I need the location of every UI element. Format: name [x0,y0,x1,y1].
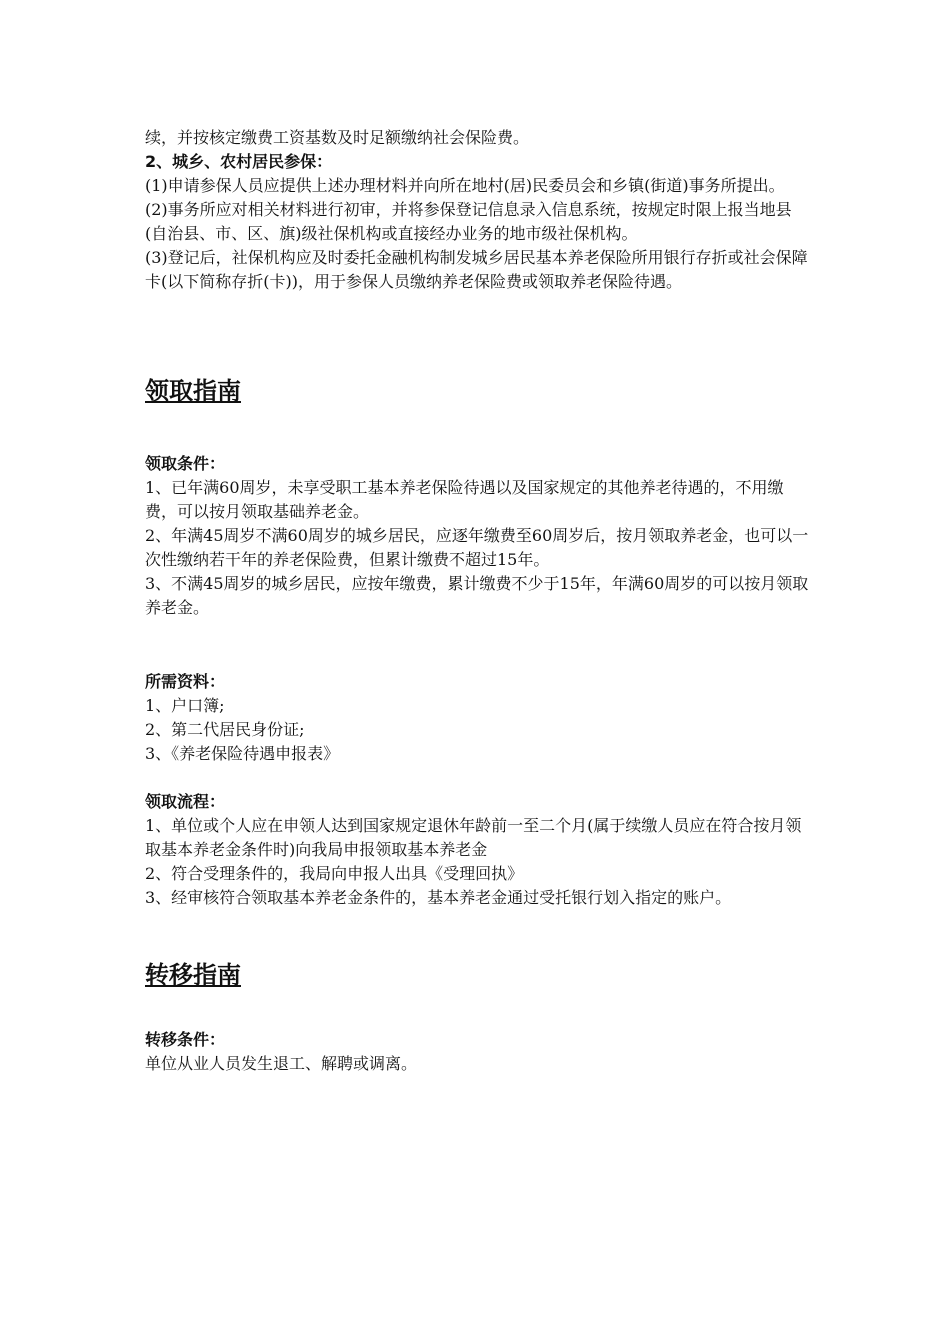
process-step-2: 2、符合受理条件的，我局向申报人出具《受理回执》 [145,864,524,883]
claim-conditions-label: 领取条件： [145,454,226,473]
claim-guide-title: 领取指南 [145,377,241,405]
claim-condition-2: 2、年满45周岁不满60周岁的城乡居民，应逐年缴费至60周岁后，按月领取养老金，也可以一次性缴纳若干年的养老保险费，但累计缴费不超过15年。 [145,526,809,569]
transfer-conditions-label: 转移条件： [145,1030,226,1049]
section-heading-rural-residents: 2、城乡、农村居民参保： [145,152,333,171]
materials-label: 所需资料： [145,672,226,691]
claim-condition-1: 1、已年满60周岁，未享受职工基本养老保险待遇以及国家规定的其他养老待遇的，不用缴费，可以按月领取基础养老金。 [145,478,784,521]
rural-step-1: (1)申请参保人员应提供上述办理材料并向所在地村(居)民委员会和乡镇(街道)事务所提出。 [145,176,785,195]
process-label: 领取流程： [145,792,226,811]
material-item-3: 3、《养老保险待遇申报表》 [145,744,340,763]
claim-condition-3: 3、不满45周岁的城乡居民，应按年缴费，累计缴费不少于15年，年满60周岁的可以按月领取养老金。 [145,574,809,617]
material-item-2: 2、第二代居民身份证; [145,720,305,739]
paragraph-continuation: 续，并按核定缴费工资基数及时足额缴纳社会保险费。 [145,128,530,147]
process-step-3: 3、经审核符合领取基本养老金条件的，基本养老金通过受托银行划入指定的账户。 [145,888,732,907]
material-item-1: 1、户口簿; [145,696,225,715]
rural-step-3: (3)登记后，社保机构应及时委托金融机构制发城乡居民基本养老保险所用银行存折或社会保障卡(以下简称存折(卡))，用于参保人员缴纳养老保险费或领取养老保险待遇。 [145,248,808,291]
rural-step-2: (2)事务所应对相关材料进行初审，并将参保登记信息录入信息系统，按规定时限上报当地县(自治县、市、区、旗)级社保机构或直接经办业务的地市级社保机构。 [145,200,792,243]
document-body [145,126,810,1076]
process-step-1: 1、单位或个人应在申领人达到国家规定退休年龄前一至二个月(属于续缴人员应在符合按月领取基本养老金条件时)向我局申报领取基本养老金 [145,816,802,859]
transfer-guide-title: 转移指南 [145,961,241,989]
transfer-conditions-text: 单位从业人员发生退工、解聘或调离。 [145,1054,418,1073]
